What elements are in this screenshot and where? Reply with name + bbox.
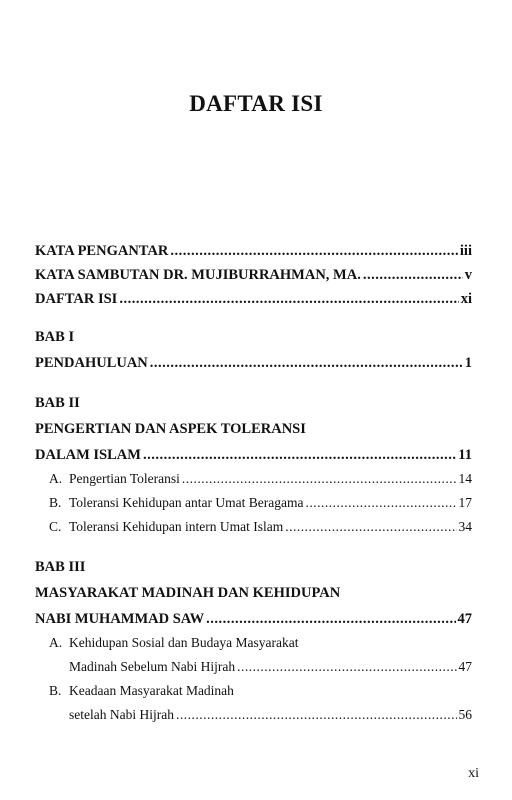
item-marker: A.: [49, 471, 63, 486]
toc-entry-label: DAFTAR ISI: [35, 291, 118, 307]
toc-subentry-line[interactable]: [35, 635, 472, 659]
dot-leader: [237, 659, 456, 675]
chapter-heading-bab-1: BAB I: [35, 329, 75, 345]
table-of-contents: [35, 243, 472, 731]
dot-leader: [285, 519, 456, 535]
dot-leader: [363, 267, 463, 284]
toc-page-number: iii: [459, 243, 472, 259]
toc-entry-label: setelah Nabi Hijrah: [69, 707, 174, 722]
toc-entry-daftar-isi[interactable]: [35, 291, 472, 315]
toc-page-number: xi: [460, 291, 472, 307]
item-marker: B.: [49, 683, 62, 698]
dot-leader: [170, 243, 458, 260]
toc-subentry[interactable]: [35, 519, 472, 543]
toc-entry-label: Keadaan Masyarakat Madinah: [69, 683, 234, 698]
chapter-title-line: PENGERTIAN DAN ASPEK TOLERANSI: [35, 421, 306, 437]
toc-entry-kata-sambutan[interactable]: [35, 267, 472, 291]
item-marker: A.: [49, 635, 63, 650]
toc-subentry[interactable]: [35, 471, 472, 495]
toc-entry-dalam-islam[interactable]: [35, 447, 472, 471]
toc-entry-label: Toleransi Kehidupan intern Umat Islam: [69, 519, 284, 534]
toc-entry-nabi-muhammad[interactable]: [35, 611, 472, 635]
toc-subentry[interactable]: [35, 707, 472, 731]
toc-subentry[interactable]: [35, 659, 472, 683]
toc-entry-label: Madinah Sebelum Nabi Hijrah: [69, 659, 236, 674]
toc-page-number: v: [464, 267, 472, 283]
toc-page-number: 47: [458, 659, 472, 674]
toc-entry-label: Toleransi Kehidupan antar Umat Beragama: [69, 495, 304, 510]
chapter-heading-bab-3: BAB III: [35, 559, 86, 575]
dot-leader: [150, 355, 463, 372]
dot-leader: [176, 707, 457, 723]
toc-entry-label: KATA PENGANTAR: [35, 243, 169, 259]
chapter-heading-bab-2: BAB II: [35, 395, 80, 411]
toc-page-number: 1: [464, 355, 472, 371]
toc-entry-label: KATA SAMBUTAN DR. MUJIBURRAHMAN, MA.: [35, 267, 361, 283]
item-marker: C.: [49, 519, 62, 534]
dot-leader: [143, 447, 456, 464]
page-number-folio: xi: [468, 766, 479, 781]
toc-subentry-line[interactable]: [35, 683, 472, 707]
toc-entry-label: DALAM ISLAM: [35, 447, 141, 463]
toc-entry-label: Kehidupan Sosial dan Budaya Masyarakat: [69, 635, 299, 650]
toc-entry-kata-pengantar[interactable]: [35, 243, 472, 267]
toc-entry-pendahuluan[interactable]: [35, 355, 472, 379]
page-title: DAFTAR ISI: [189, 91, 323, 116]
toc-subentry[interactable]: [35, 495, 472, 519]
toc-page-number: 47: [457, 611, 472, 627]
toc-page-number: 17: [458, 495, 472, 510]
chapter-title-line: MASYARAKAT MADINAH DAN KEHIDUPAN: [35, 585, 341, 601]
toc-entry-label: Pengertian Toleransi: [69, 471, 180, 486]
item-marker: B.: [49, 495, 62, 510]
dot-leader: [305, 495, 456, 511]
toc-entry-label: PENDAHULUAN: [35, 355, 148, 371]
dot-leader: [206, 611, 455, 628]
toc-page-number: 56: [458, 707, 472, 722]
toc-page-number: 14: [458, 471, 472, 486]
dot-leader: [119, 291, 458, 308]
toc-page-number: 11: [458, 447, 472, 463]
toc-page-number: 34: [458, 519, 472, 534]
dot-leader: [182, 471, 457, 487]
toc-entry-label: NABI MUHAMMAD SAW: [35, 611, 205, 627]
